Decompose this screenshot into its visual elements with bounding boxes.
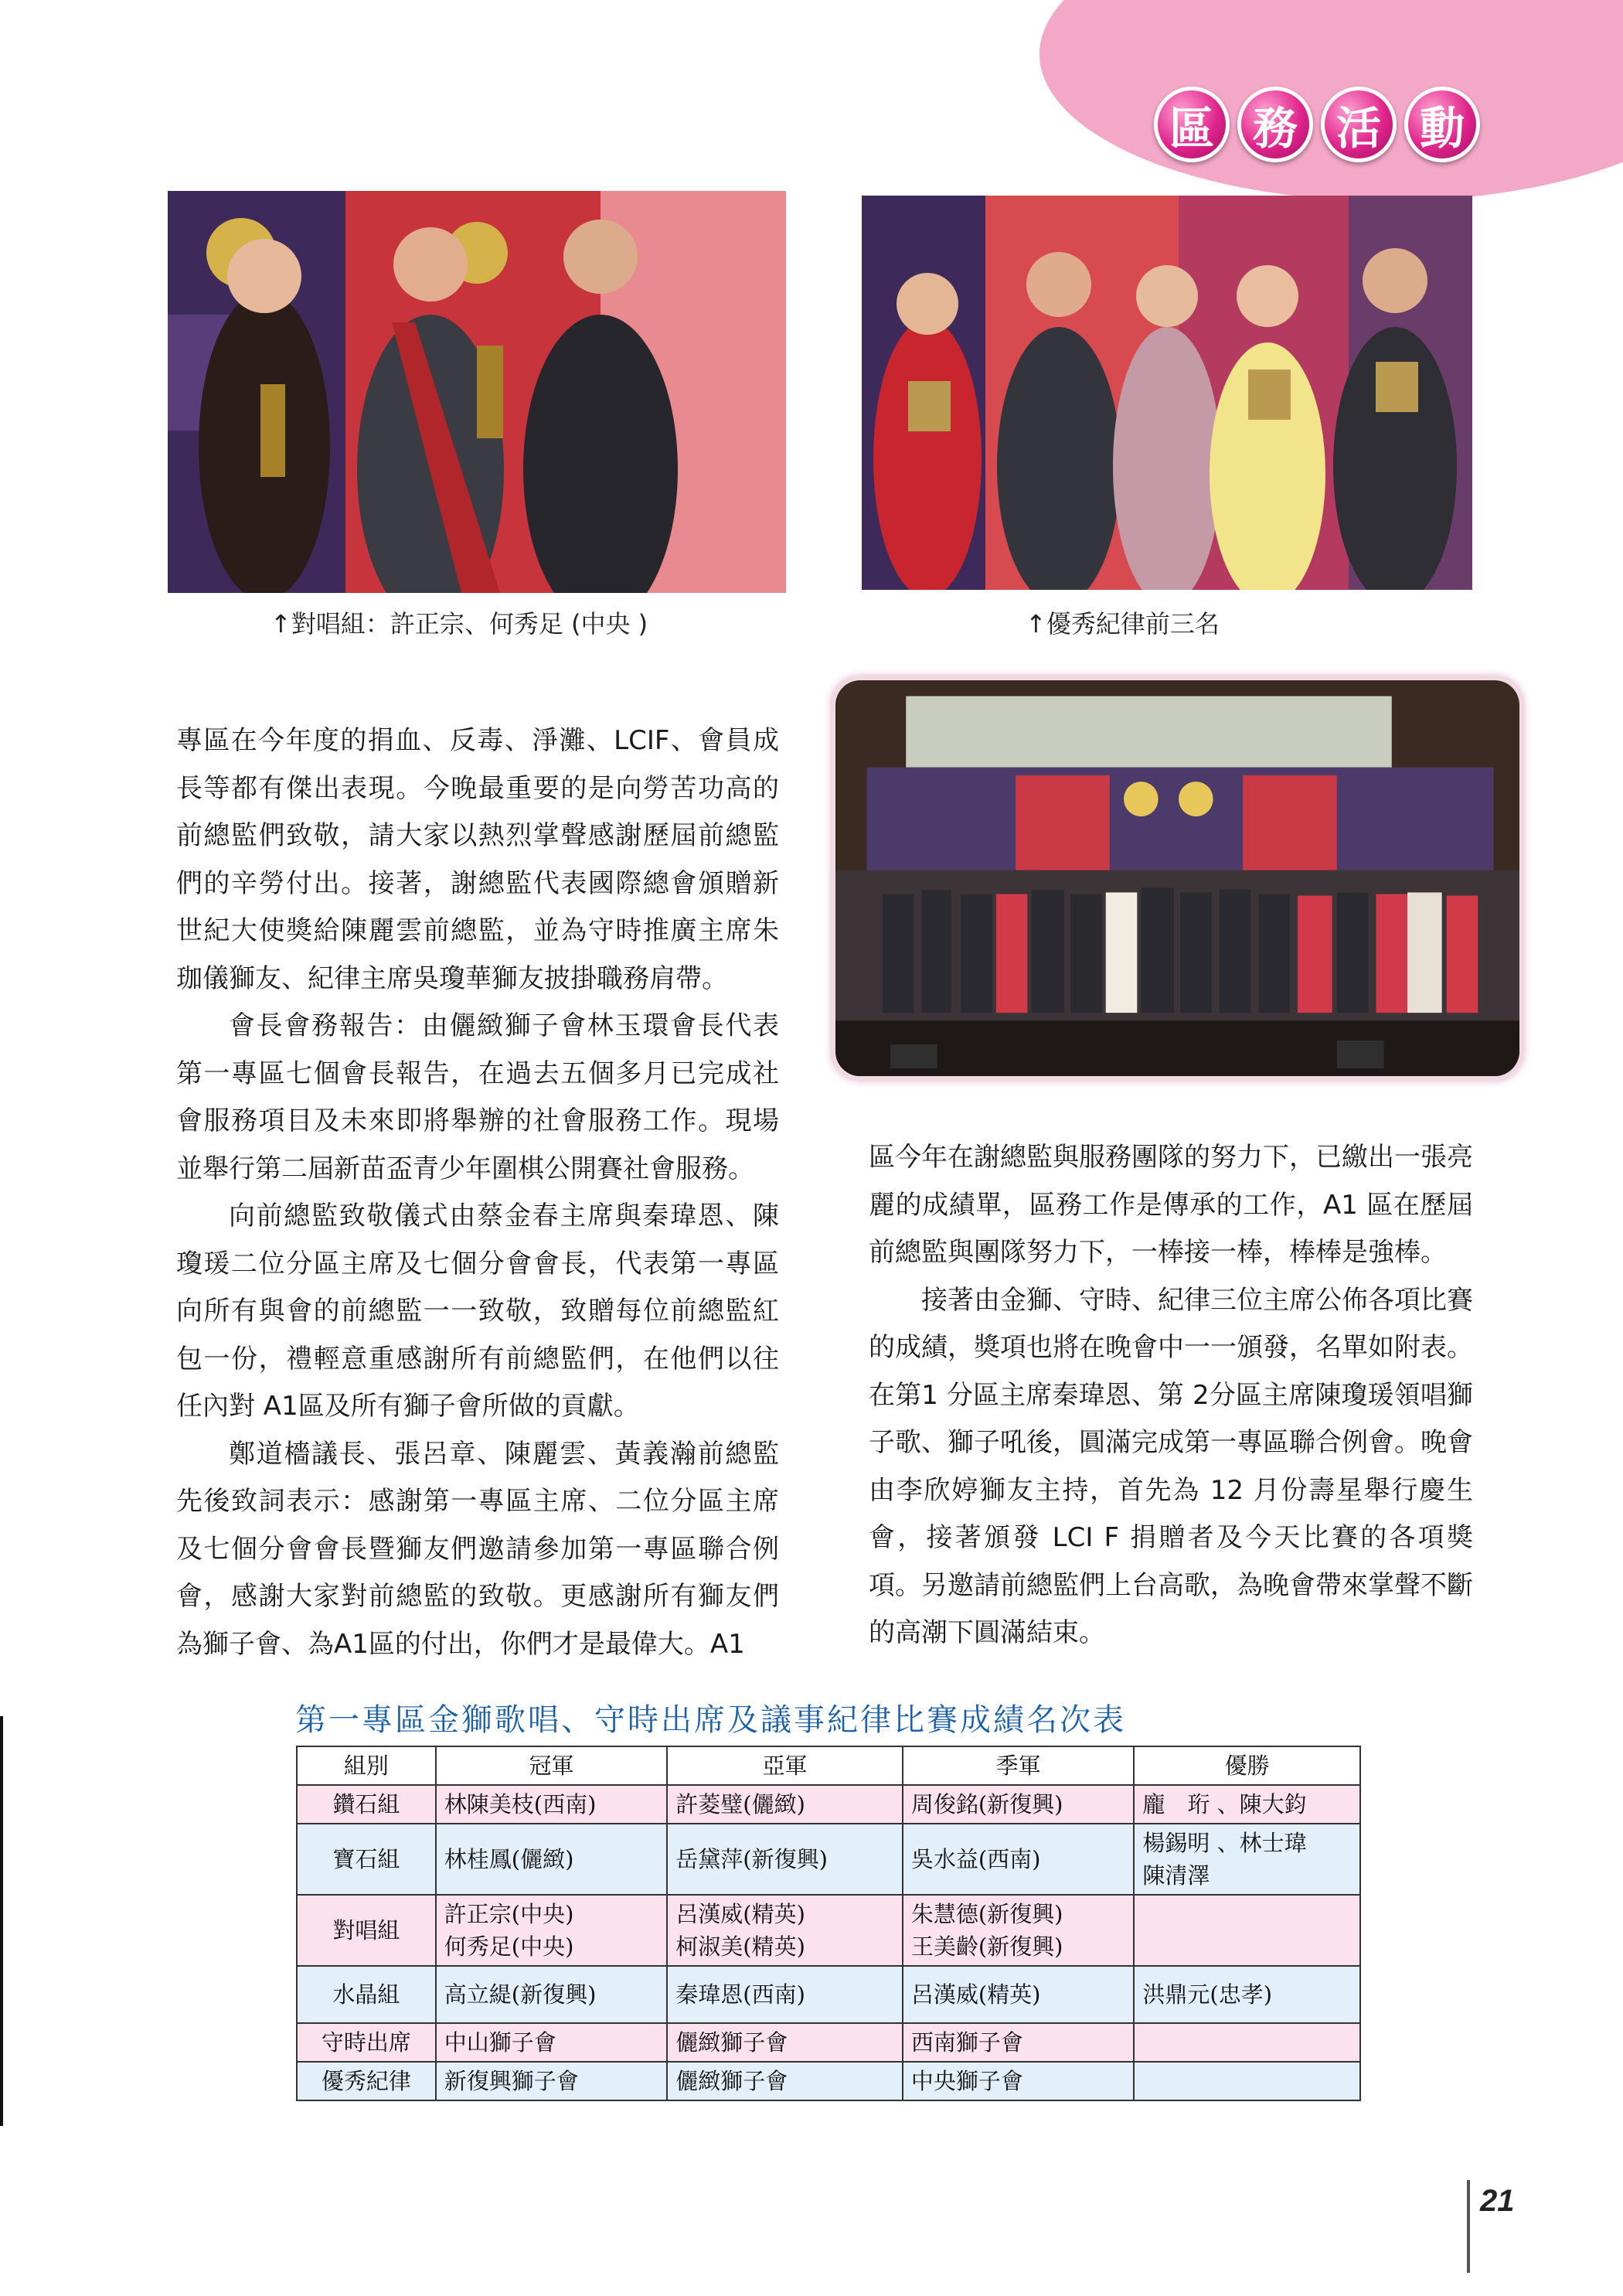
third-place-cell: 周俊銘(新復興): [903, 1785, 1135, 1824]
results-table: [296, 1746, 1361, 2101]
section-title-char-1: 區: [1154, 87, 1230, 162]
first-place-cell: 許正宗(中央) 何秀足(中央): [436, 1895, 668, 1966]
second-place-cell: 儷緻獅子會: [667, 2023, 903, 2062]
page-number: 21: [1480, 2184, 1515, 2218]
header-cell: 組別: [297, 1746, 436, 1785]
page-number-rule: [1467, 2180, 1470, 2273]
second-place-cell: 儷緻獅子會: [667, 2062, 903, 2100]
third-place-cell: 吳水益(西南): [903, 1824, 1135, 1895]
article-right-column: [869, 1134, 1473, 1657]
merit-cell: 龐 珩 、陳大鈞: [1134, 1785, 1360, 1824]
paragraph: 專區在今年度的捐血、反毒、淨灘、LCIF、會員成長等都有傑出表現。今晚最重要的是向勞苦功高的前總監們致敬，請大家以熱烈掌聲感謝歷屆前總監們的辛勞付出。接著，謝總監代表國際總會頒贈新世紀大使獎給陳麗雲前總監，並為守時推廣主席朱珈儀獅友、紀律主席吳瓊華獅友披掛職務肩帶。: [176, 725, 779, 994]
group-cell: 鑽石組: [297, 1785, 436, 1824]
second-place-cell: 岳黛萍(新復興): [667, 1824, 903, 1895]
merit-cell: [1134, 2023, 1360, 2062]
first-place-cell: 林桂鳳(儷緻): [436, 1824, 668, 1895]
photo-stage-group: [831, 676, 1524, 1081]
merit-cell: 洪鼎元(忠孝): [1134, 1966, 1360, 2023]
section-title-char-2: 務: [1237, 87, 1313, 162]
photo-discipline-winners: [862, 196, 1472, 590]
margin-rule: [0, 1716, 3, 2126]
table-row: [297, 2062, 1360, 2100]
section-title: [1154, 87, 1480, 162]
paragraph: 會長會務報告：由儷緻獅子會林玉環會長代表第一專區七個會長報告，在過去五個多月已完成社會服務項目及未來即將舉辦的社會服務工作。現場並舉行第二屆新苗盃青少年圍棋公開賽社會服務。: [176, 1010, 779, 1184]
second-place-cell: 呂漢威(精英) 柯淑美(精英): [667, 1895, 903, 1966]
paragraph: 鄭道檣議長、張呂章、陳麗雲、黃義瀚前總監先後致詞表示：感謝第一專區主席、二位分區主席及七個分會會長暨獅友們邀請參加第一專區聯合例會，感謝大家對前總監的致敬。更感謝所有獅友們為獅子會、為A1區的付出，你們才是最偉大。A1: [176, 1438, 779, 1660]
first-place-cell: 林陳美枝(西南): [436, 1785, 668, 1824]
paragraph: 區今年在謝總監與服務團隊的努力下，已繳出一張亮麗的成績單，區務工作是傳承的工作，A1 區在歷屆前總監與團隊努力下，一棒接一棒，棒棒是強棒。: [869, 1142, 1473, 1268]
table-row: [297, 2023, 1360, 2062]
header-cell: 亞軍: [667, 1746, 903, 1785]
second-place-cell: 許菱璧(儷緻): [667, 1785, 903, 1824]
first-place-cell: 新復興獅子會: [436, 2062, 668, 2100]
paragraph: 向前總監致敬儀式由蔡金春主席與秦瑋恩、陳瓊瑗二位分區主席及七個分會會長，代表第一專區向所有與會的前總監一一致敬，致贈每位前總監紅包一份，禮輕意重感謝所有前總監們，在他們以往任內對 A1區及所有獅子會所做的貢獻。: [176, 1201, 779, 1422]
group-cell: 守時出席: [297, 2023, 436, 2062]
table-header-row: [297, 1746, 1360, 1785]
third-place-cell: 朱慧德(新復興) 王美齡(新復興): [903, 1895, 1135, 1966]
third-place-cell: 呂漢威(精英): [903, 1966, 1135, 2023]
section-title-char-3: 活: [1321, 87, 1397, 162]
header-cell: 冠軍: [436, 1746, 668, 1785]
table-row: [297, 1966, 1360, 2023]
table-title: 第一專區金獅歌唱、守時出席及議事紀律比賽成績名次表: [295, 1702, 1126, 1738]
merit-cell: 楊錫明 、林士瑋 陳清澤: [1134, 1824, 1360, 1895]
group-cell: 寶石組: [297, 1824, 436, 1895]
article-left-column: [176, 717, 779, 1668]
paragraph: 接著由金獅、守時、紀律三位主席公佈各項比賽的成績，獎項也將在晚會中一一頒發，名單如附表。在第1 分區主席秦瑋恩、第 2分區主席陳瓊瑗領唱獅子歌、獅子吼後，圓滿完成第一專區聯合例會。晚會由李欣婷獅友主持，首先為 12 月份壽星舉行慶生會，接著頒發 LCI F 捐贈者及今天比賽的各項獎項。另邀請前總監們上台高歌，為晚會帶來掌聲不斷的高潮下圓滿結束。: [869, 1284, 1473, 1648]
group-cell: 水晶組: [297, 1966, 436, 2023]
table-row: [297, 1785, 1360, 1824]
third-place-cell: 中央獅子會: [903, 2062, 1135, 2100]
merit-cell: [1134, 1895, 1360, 1966]
group-cell: 優秀紀律: [297, 2062, 436, 2100]
merit-cell: [1134, 2062, 1360, 2100]
table-row: [297, 1895, 1360, 1966]
photo-1-caption: ↑對唱組：許正宗、何秀足 (中央 ): [270, 609, 648, 639]
header-cell: 優勝: [1134, 1746, 1360, 1785]
photo-2-caption: ↑優秀紀律前三名: [1026, 609, 1220, 639]
section-title-char-4: 動: [1404, 87, 1480, 162]
photo-duet-winners: [168, 191, 786, 593]
third-place-cell: 西南獅子會: [903, 2023, 1135, 2062]
table-row: [297, 1824, 1360, 1895]
header-cell: 季軍: [903, 1746, 1135, 1785]
first-place-cell: 高立緹(新復興): [436, 1966, 668, 2023]
first-place-cell: 中山獅子會: [436, 2023, 668, 2062]
second-place-cell: 秦瑋恩(西南): [667, 1966, 903, 2023]
group-cell: 對唱組: [297, 1895, 436, 1966]
